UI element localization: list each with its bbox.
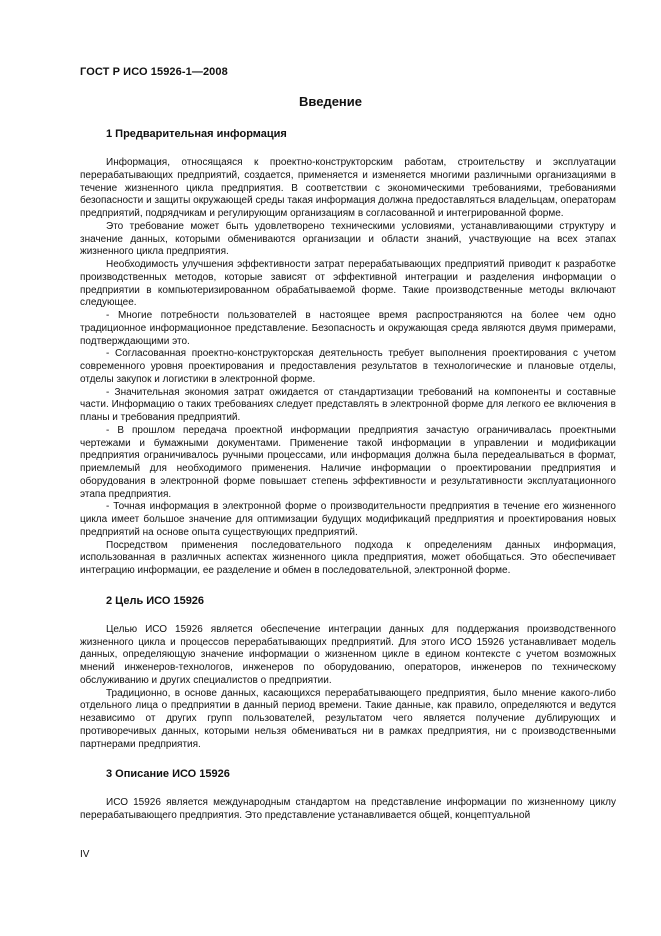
page-number: IV [80, 849, 90, 860]
paragraph: Это требование может быть удовлетворено техническими условиями, устанавливающими структуру и значение данных, которыми обмениваются организации и области знаний, участвующие на всех этапах жизненного цикла предприятия. [80, 220, 616, 258]
document-code: ГОСТ Р ИСО 15926-1—2008 [80, 66, 228, 78]
page-title: Введение [299, 94, 362, 109]
paragraph: Необходимость улучшения эффективности затрат перерабатывающих предприятий приводит к разработке производственных методов, которые зависят от эффективной интеграции и разделения информации о предприятии в компьютеризированном обрабатываемой форме. Такие производственные методы включают следующее. [80, 259, 616, 309]
list-item: - Многие потребности пользователей в настоящее время распространяются на более чем одно традиционное информационное представление. Безопасность и окружающая среда являются двумя примерами, подтверждающими это. [80, 310, 616, 347]
section-heading: 3 Описание ИСО 15926 [106, 768, 230, 781]
document-body [80, 128, 616, 823]
list-item: - Согласованная проектно-конструкторская деятельность требует выполнения проектирования с учетом современного уровня проектирования и предоставления результатов в технологические и плановые отделы, отделы закупок и логистики в электронной форме. [80, 348, 616, 385]
section-preliminary-information [80, 128, 616, 578]
list-item: - Точная информация в электронной форме о производительности предприятия в течение его жизненного цикла имеет большое значение для оптимизации будущих модификаций предприятия и проектирования новых предприятий на основе опыта существующих предприятий. [80, 501, 616, 538]
paragraph: ИСО 15926 является международным стандартом на представление информации по жизненному циклу перерабатывающего предприятия. Это представление устанавливается общей, концептуальной [80, 797, 616, 821]
paragraph: Посредством применения последовательного подхода к определениям данных информация, использованная в различных аспектах жизненного цикла предприятия, может обобщаться. Это обеспечивает интеграцию информации, ее разделение и обмен в последовательной, электронной форме. [80, 539, 616, 576]
section-heading: 1 Предварительная информация [106, 128, 287, 140]
list-item: - В прошлом передача проектной информации предприятия зачастую ограничивалась проектными чертежами и бумажными документами. Применение такой информации в управлении и модификации предприятия ограничивалось ручными процессами, или информация должна была передеалываться в формат, приемлемый для необходимого применения. Наличие информации о проектировании предприятия и оборудования в электронной форме повышает степень эффективности и результативности эксплуатационного этапа предприятия. [80, 424, 616, 500]
section-purpose [80, 595, 616, 752]
list-item: - Значительная экономия затрат ожидается от стандартизации требований на компоненты и составные части. Информацию о таких требованиях следует представлять в электронной форме для легкого ее включения в планы и требования предприятий. [80, 386, 616, 423]
paragraph: Целью ИСО 15926 является обеспечение интеграции данных для поддержания производственного жизненного цикла и процессов перерабатывающих предприятий. Для этого ИСО 15926 устанавливает модель данных, определяющую значение информации о жизненном цикле в едином контексте с учетом возможных мнений инженеров-технологов, инженеров по оборудованию, операторов, инженеров по техническому обслуживанию и других специалистов о предприятии. [80, 623, 616, 686]
paragraph: Информация, относящаяся к проектно-конструкторским работам, строительству и эксплуатации перерабатывающих предприятий, создается, применяется и изменяется многими различными организациями в течение жизненного цикла предприятия. В соответствии с экономическими требованиями, требованиями безопасности и защиты окружающей среды такая информация должна предоставляться владельцам, операторам предприятий, подрядчикам и регулирующим организациям в согласованной и интегрированной форме. [80, 157, 616, 219]
section-heading: 2 Цель ИСО 15926 [106, 594, 205, 607]
paragraph: Традиционно, в основе данных, касающихся перерабатывающего предприятия, было мнение какого-либо отдельного лица о предприятии в данный период времени. Такие данные, как правило, определяются и ведутся независимо от других групп пользователей, результатом чего является получение дублирующих и противоречивых данных, которыми нельзя обмениваться ни в рамках предприятия, ни с производственными партнерами предприятия. [80, 687, 616, 750]
section-description [80, 768, 616, 823]
